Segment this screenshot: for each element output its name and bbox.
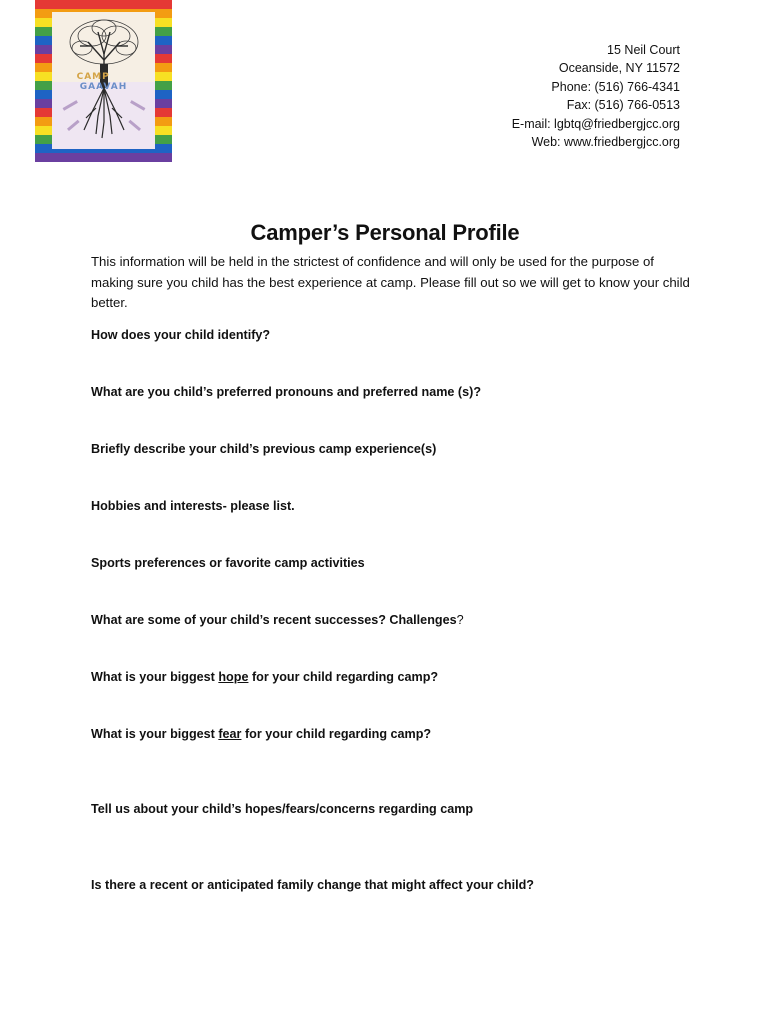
question-fear-post: for your child regarding camp?: [241, 727, 432, 741]
logo-word-left: CAMP: [76, 72, 110, 82]
address-street: 15 Neil Court: [607, 43, 680, 57]
address-email: E-mail: lgbtq@friedbergjcc.org: [511, 116, 680, 131]
question-family-change: Is there a recent or anticipated family change that might affect your child?: [91, 878, 534, 892]
page-title: Camper’s Personal Profile: [250, 220, 520, 245]
question-fear-pre: What is your biggest: [91, 727, 219, 741]
address-phone: Phone: (516) 766-4341: [551, 79, 680, 94]
logo-word-right: GAAVAH: [79, 82, 128, 92]
question-hope-pre: What is your biggest: [91, 670, 219, 684]
address-web: Web: www.friedbergjcc.org: [531, 135, 680, 150]
logo-wordmark: [52, 72, 155, 92]
question-identify: How does your child identify?: [91, 328, 271, 342]
address-city: Oceanside, NY 11572: [558, 61, 680, 76]
question-concerns: Tell us about your child’s hopes/fears/concerns regarding camp: [91, 802, 474, 816]
question-successes: [91, 613, 464, 627]
contact-address-block: [512, 41, 680, 151]
question-fear-word: fear: [218, 727, 242, 741]
question-hobbies: Hobbies and interests- please list.: [91, 499, 295, 513]
question-pronouns: What are you child’s preferred pronouns and preferred name (s)?: [91, 385, 482, 399]
question-fear: [91, 727, 431, 741]
intro-paragraph: This information will be held in the strictest of confidence and will only be used for the purpose of making sure you child has the best experience at camp. Please fill out so we will get to know your child better.: [91, 254, 690, 310]
address-fax: Fax: (516) 766-0513: [566, 98, 680, 113]
question-sports: Sports preferences or favorite camp activities: [91, 556, 365, 570]
question-successes-text: What are some of your child’s recent successes? Challenges: [91, 613, 457, 627]
question-hope-word: hope: [218, 670, 249, 684]
question-successes-mark: ?: [456, 613, 464, 627]
logo-tree-image: [52, 12, 155, 149]
question-hope-post: for your child regarding camp?: [248, 670, 439, 684]
question-hope: [91, 670, 438, 684]
question-previous-camp: Briefly describe your child’s previous camp experience(s): [91, 442, 437, 456]
camp-logo: [35, 0, 172, 162]
